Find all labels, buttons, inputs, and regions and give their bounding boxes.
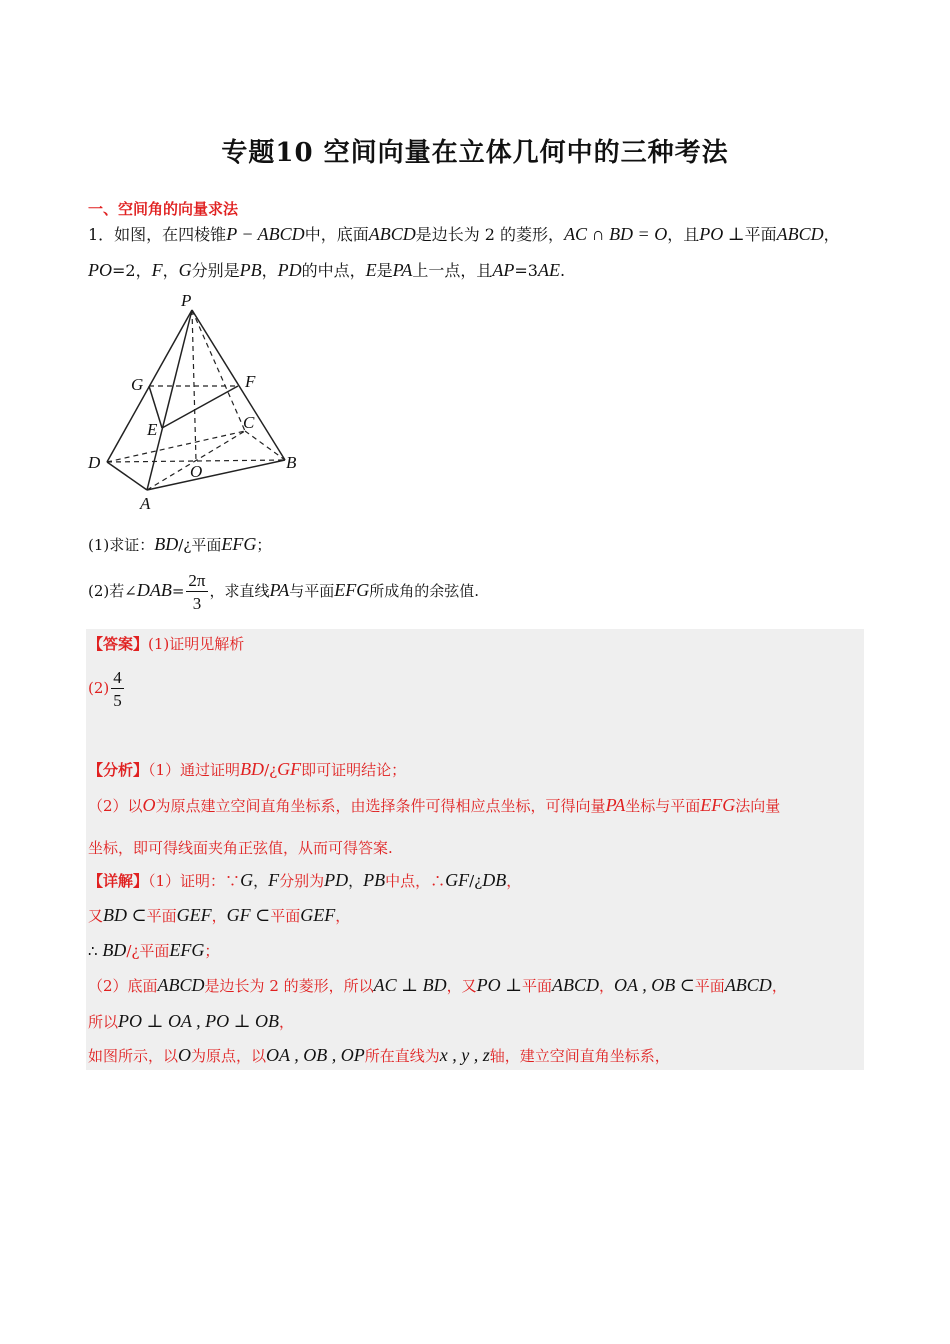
label-G: G <box>131 375 144 394</box>
question-1: (1)求证：BD/¿平面EFG； <box>88 534 272 554</box>
fraction-2pi-over-3: $\frac{2\pi}{3}$ <box>188 571 206 613</box>
edge-PC <box>192 310 245 431</box>
section-heading: 一、空间角的向量求法 <box>88 200 239 218</box>
label-C: C <box>243 413 255 432</box>
label-E: E <box>147 420 158 439</box>
label-D: D <box>88 453 101 472</box>
analysis-tag: 【分析】 <box>88 761 149 779</box>
problem-line-1: 1．如图，在四棱锥P − ABCD中，底面ABCD是边长为 2 的菱形，AC ∩ BD = O，且PO ⊥平面ABCD， <box>88 224 840 244</box>
detail-line-6: 如图所示，以O为原点，以OA , OB , OP所在直线为x , y , z轴，建立空间直角坐标系， <box>88 1045 670 1065</box>
question-2: (2)若∠DAB= $\frac{2\pi}{3}$ ，求直线PA与平面EFG所成角的余弦值. <box>88 571 479 613</box>
answer-tag: 【答案】 <box>88 635 149 653</box>
edge-AB <box>147 460 285 490</box>
edge-EF <box>162 386 238 428</box>
page-title: 专题10 空间向量在立体几何中的三种考法 <box>221 138 729 168</box>
detail-tag: 【详解】 <box>88 872 149 890</box>
label-O: O <box>190 462 203 481</box>
answer-line-1: 【答案】(1)证明见解析 <box>88 635 245 653</box>
detail-line-4: （2）底面ABCD是边长为 2 的菱形，所以AC ⊥ BD，又PO ⊥平面ABCD，OA , OB ⊂平面ABCD， <box>88 975 787 995</box>
edge-PB <box>192 310 285 460</box>
label-B: B <box>286 453 297 472</box>
analysis-line-1: 【分析】（1）通过证明BD/¿GF即可证明结论； <box>88 759 407 779</box>
fraction-4-over-5: $\frac{4}{5}$ <box>113 668 122 710</box>
detail-line-1: 【详解】（1）证明：∵G，F分别为PD，PB中点，∴GF/¿DB， <box>88 870 522 890</box>
detail-line-5: 所以PO ⊥ OA , PO ⊥ OB， <box>88 1011 295 1031</box>
edge-DC <box>107 431 245 462</box>
label-F: F <box>245 372 256 391</box>
label-P: P <box>181 291 192 310</box>
pyramid-figure <box>85 290 310 512</box>
answer-box <box>86 629 864 1070</box>
label-A: A <box>140 494 151 512</box>
edge-CB <box>245 431 285 460</box>
edge-DA <box>107 462 147 490</box>
detail-line-3: ∴ BD/¿平面EFG； <box>88 940 220 960</box>
problem-line-2: PO=2，F，G分别是PB，PD的中点，E是PA上一点，且AP=3AE. <box>88 260 566 280</box>
analysis-line-3: 坐标，即可得线面夹角正弦值，从而可得答案. <box>88 839 393 857</box>
analysis-line-2: （2）以O为原点建立空间直角坐标系，由选择条件可得相应点坐标，可得向量PA坐标与平面EFG法向量 <box>88 795 781 815</box>
detail-line-2: 又BD ⊂平面GEF，GF ⊂平面GEF， <box>88 905 351 925</box>
answer-line-2: (2) $\frac{4}{5}$ <box>88 668 122 710</box>
